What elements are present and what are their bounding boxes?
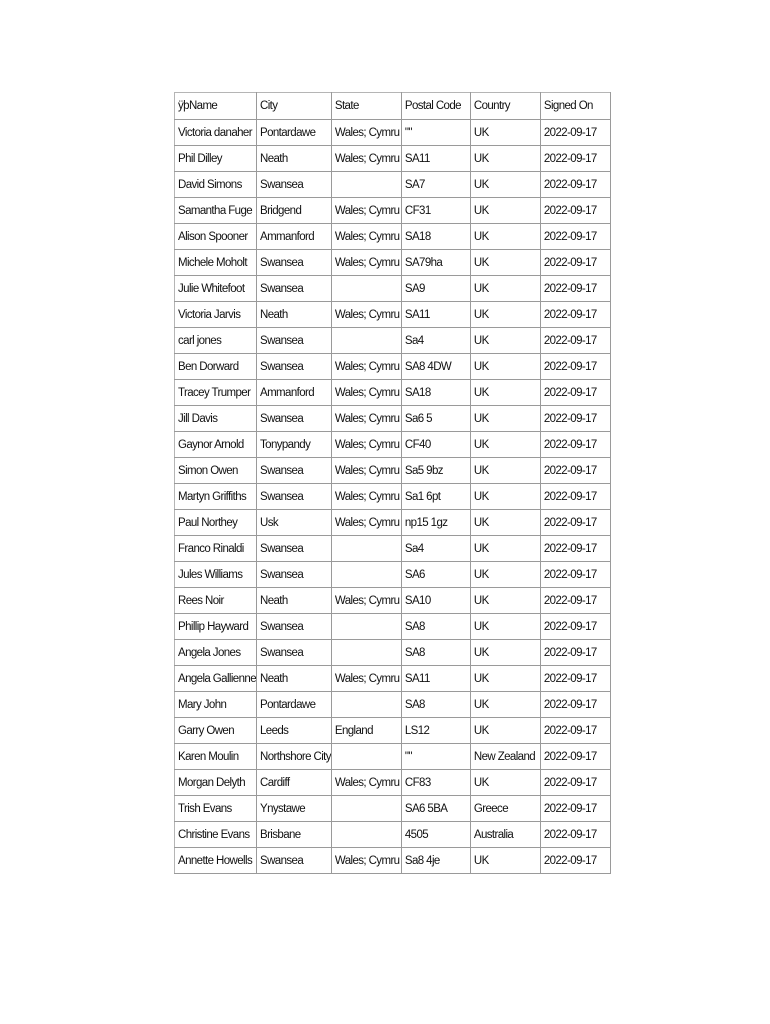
city-cell: Swansea — [257, 406, 332, 432]
state-cell — [331, 744, 401, 770]
name-cell: Martyn Griffiths — [175, 484, 257, 510]
country-cell: UK — [470, 536, 540, 562]
postal-code-cell: SA6 5BA — [401, 796, 470, 822]
signed-on-cell: 2022-09-17 — [540, 432, 610, 458]
city-cell: Pontardawe — [257, 692, 332, 718]
name-cell: carl jones — [175, 328, 257, 354]
postal-code-cell: SA11 — [401, 302, 470, 328]
postal-code-cell: SA8 — [401, 640, 470, 666]
table-row — [175, 588, 611, 614]
postal-code-cell: SA9 — [401, 276, 470, 302]
city-cell: Swansea — [257, 354, 332, 380]
name-cell: Angela Gallienne — [175, 666, 257, 692]
signed-on-cell: 2022-09-17 — [540, 484, 610, 510]
name-cell: Victoria danaher — [175, 120, 257, 146]
state-cell: Wales; Cymru — [331, 354, 401, 380]
country-cell: UK — [470, 848, 540, 874]
country-cell: UK — [470, 198, 540, 224]
country-cell: UK — [470, 510, 540, 536]
city-cell: Neath — [257, 302, 332, 328]
name-cell: Jill Davis — [175, 406, 257, 432]
table-row — [175, 380, 611, 406]
signed-on-cell: 2022-09-17 — [540, 198, 610, 224]
table-row — [175, 536, 611, 562]
country-cell: UK — [470, 380, 540, 406]
table-row — [175, 562, 611, 588]
name-cell: Phil Dilley — [175, 146, 257, 172]
state-cell: Wales; Cymru — [331, 770, 401, 796]
country-cell: UK — [470, 666, 540, 692]
signed-on-cell: 2022-09-17 — [540, 822, 610, 848]
city-cell: Neath — [257, 588, 332, 614]
city-cell: Swansea — [257, 614, 332, 640]
state-cell: England — [331, 718, 401, 744]
table-row — [175, 484, 611, 510]
table-row — [175, 458, 611, 484]
name-cell: Annette Howells — [175, 848, 257, 874]
state-cell — [331, 822, 401, 848]
city-cell: Neath — [257, 666, 332, 692]
table-row — [175, 666, 611, 692]
name-cell: Simon Owen — [175, 458, 257, 484]
city-cell: Neath — [257, 146, 332, 172]
table-row — [175, 120, 611, 146]
state-cell: Wales; Cymru — [331, 198, 401, 224]
city-cell: Ammanford — [257, 380, 332, 406]
signed-on-cell: 2022-09-17 — [540, 666, 610, 692]
state-cell: Wales; Cymru — [331, 250, 401, 276]
header-signed-on: Signed On — [540, 93, 610, 120]
state-cell: Wales; Cymru — [331, 302, 401, 328]
table-body — [175, 93, 611, 874]
country-cell: UK — [470, 718, 540, 744]
signed-on-cell: 2022-09-17 — [540, 354, 610, 380]
city-cell: Bridgend — [257, 198, 332, 224]
table-row — [175, 354, 611, 380]
table-row — [175, 328, 611, 354]
postal-code-cell: Sa5 9bz — [401, 458, 470, 484]
header-name: ÿþName — [175, 93, 257, 120]
postal-code-cell: SA7 — [401, 172, 470, 198]
state-cell: Wales; Cymru — [331, 432, 401, 458]
state-cell: Wales; Cymru — [331, 848, 401, 874]
name-cell: Karen Moulin — [175, 744, 257, 770]
table-row — [175, 614, 611, 640]
state-cell — [331, 536, 401, 562]
country-cell: UK — [470, 224, 540, 250]
signed-on-cell: 2022-09-17 — [540, 302, 610, 328]
table-row — [175, 640, 611, 666]
table-row — [175, 796, 611, 822]
table-row — [175, 276, 611, 302]
signed-on-cell: 2022-09-17 — [540, 744, 610, 770]
postal-code-cell: 4505 — [401, 822, 470, 848]
name-cell: Michele Moholt — [175, 250, 257, 276]
country-cell: UK — [470, 120, 540, 146]
city-cell: Ammanford — [257, 224, 332, 250]
table-row — [175, 302, 611, 328]
country-cell: UK — [470, 276, 540, 302]
postal-code-cell: Sa8 4je — [401, 848, 470, 874]
state-cell — [331, 614, 401, 640]
country-cell: UK — [470, 172, 540, 198]
header-postal-code: Postal Code — [401, 93, 470, 120]
signed-on-cell: 2022-09-17 — [540, 536, 610, 562]
postal-code-cell: SA6 — [401, 562, 470, 588]
table-row — [175, 224, 611, 250]
country-cell: UK — [470, 458, 540, 484]
state-cell — [331, 692, 401, 718]
city-cell: Swansea — [257, 848, 332, 874]
name-cell: Alison Spooner — [175, 224, 257, 250]
country-cell: Australia — [470, 822, 540, 848]
country-cell: UK — [470, 302, 540, 328]
state-cell — [331, 796, 401, 822]
signed-on-cell: 2022-09-17 — [540, 250, 610, 276]
country-cell: UK — [470, 146, 540, 172]
name-cell: Paul Northey — [175, 510, 257, 536]
country-cell: UK — [470, 692, 540, 718]
country-cell: UK — [470, 484, 540, 510]
name-cell: Angela Jones — [175, 640, 257, 666]
state-cell: Wales; Cymru — [331, 588, 401, 614]
country-cell: UK — [470, 640, 540, 666]
state-cell: Wales; Cymru — [331, 406, 401, 432]
city-cell: Swansea — [257, 276, 332, 302]
signed-on-cell: 2022-09-17 — [540, 146, 610, 172]
postal-code-cell: SA79ha — [401, 250, 470, 276]
signed-on-cell: 2022-09-17 — [540, 588, 610, 614]
city-cell: Swansea — [257, 640, 332, 666]
postal-code-cell: SA18 — [401, 380, 470, 406]
postal-code-cell: SA10 — [401, 588, 470, 614]
postal-code-cell: SA8 — [401, 692, 470, 718]
postal-code-cell: SA8 4DW — [401, 354, 470, 380]
postal-code-cell: CF83 — [401, 770, 470, 796]
table-row — [175, 172, 611, 198]
name-cell: Phillip Hayward — [175, 614, 257, 640]
table-row — [175, 406, 611, 432]
header-state: State — [331, 93, 401, 120]
state-cell — [331, 562, 401, 588]
country-cell: Greece — [470, 796, 540, 822]
signed-on-cell: 2022-09-17 — [540, 406, 610, 432]
table-row — [175, 744, 611, 770]
postal-code-cell: Sa1 6pt — [401, 484, 470, 510]
postal-code-cell: SA8 — [401, 614, 470, 640]
city-cell: Pontardawe — [257, 120, 332, 146]
postal-code-cell: SA18 — [401, 224, 470, 250]
city-cell: Leeds — [257, 718, 332, 744]
signed-on-cell: 2022-09-17 — [540, 120, 610, 146]
city-cell: Swansea — [257, 536, 332, 562]
country-cell: New Zealand — [470, 744, 540, 770]
signed-on-cell: 2022-09-17 — [540, 848, 610, 874]
signed-on-cell: 2022-09-17 — [540, 718, 610, 744]
country-cell: UK — [470, 562, 540, 588]
postal-code-cell: Sa4 — [401, 328, 470, 354]
signed-on-cell: 2022-09-17 — [540, 614, 610, 640]
name-cell: Julie Whitefoot — [175, 276, 257, 302]
signed-on-cell: 2022-09-17 — [540, 458, 610, 484]
postal-code-cell: SA11 — [401, 146, 470, 172]
postal-code-cell: Sa4 — [401, 536, 470, 562]
state-cell — [331, 276, 401, 302]
table-row — [175, 770, 611, 796]
country-cell: UK — [470, 250, 540, 276]
signed-on-cell: 2022-09-17 — [540, 172, 610, 198]
name-cell: Trish Evans — [175, 796, 257, 822]
country-cell: UK — [470, 614, 540, 640]
header-city: City — [257, 93, 332, 120]
state-cell: Wales; Cymru — [331, 380, 401, 406]
state-cell: Wales; Cymru — [331, 146, 401, 172]
table-row — [175, 510, 611, 536]
country-cell: UK — [470, 770, 540, 796]
postal-code-cell: Sa6 5 — [401, 406, 470, 432]
state-cell: Wales; Cymru — [331, 458, 401, 484]
table-row — [175, 198, 611, 224]
city-cell: Swansea — [257, 458, 332, 484]
state-cell: Wales; Cymru — [331, 510, 401, 536]
postal-code-cell: "" — [401, 744, 470, 770]
table-row — [175, 822, 611, 848]
city-cell: Swansea — [257, 484, 332, 510]
state-cell: Wales; Cymru — [331, 484, 401, 510]
state-cell — [331, 640, 401, 666]
signed-on-cell: 2022-09-17 — [540, 380, 610, 406]
signed-on-cell: 2022-09-17 — [540, 796, 610, 822]
name-cell: Christine Evans — [175, 822, 257, 848]
city-cell: Northshore City — [257, 744, 332, 770]
name-cell: Morgan Delyth — [175, 770, 257, 796]
postal-code-cell: CF31 — [401, 198, 470, 224]
header-row — [175, 93, 611, 120]
name-cell: Samantha Fuge — [175, 198, 257, 224]
city-cell: Swansea — [257, 250, 332, 276]
city-cell: Usk — [257, 510, 332, 536]
state-cell: Wales; Cymru — [331, 224, 401, 250]
signed-on-cell: 2022-09-17 — [540, 276, 610, 302]
name-cell: Franco Rinaldi — [175, 536, 257, 562]
name-cell: Mary John — [175, 692, 257, 718]
city-cell: Swansea — [257, 328, 332, 354]
name-cell: Jules Williams — [175, 562, 257, 588]
table-row — [175, 250, 611, 276]
state-cell: Wales; Cymru — [331, 666, 401, 692]
name-cell: Rees Noir — [175, 588, 257, 614]
postal-code-cell: CF40 — [401, 432, 470, 458]
table-row — [175, 432, 611, 458]
signed-on-cell: 2022-09-17 — [540, 562, 610, 588]
city-cell: Brisbane — [257, 822, 332, 848]
name-cell: Victoria Jarvis — [175, 302, 257, 328]
header-country: Country — [470, 93, 540, 120]
signed-on-cell: 2022-09-17 — [540, 510, 610, 536]
signed-on-cell: 2022-09-17 — [540, 640, 610, 666]
table-row — [175, 848, 611, 874]
country-cell: UK — [470, 432, 540, 458]
name-cell: David Simons — [175, 172, 257, 198]
table-row — [175, 692, 611, 718]
country-cell: UK — [470, 354, 540, 380]
state-cell — [331, 328, 401, 354]
city-cell: Ynystawe — [257, 796, 332, 822]
country-cell: UK — [470, 588, 540, 614]
table-row — [175, 146, 611, 172]
postal-code-cell: LS12 — [401, 718, 470, 744]
city-cell: Swansea — [257, 172, 332, 198]
country-cell: UK — [470, 406, 540, 432]
postal-code-cell: np15 1gz — [401, 510, 470, 536]
country-cell: UK — [470, 328, 540, 354]
signatures-table — [174, 92, 611, 874]
name-cell: Garry Owen — [175, 718, 257, 744]
city-cell: Swansea — [257, 562, 332, 588]
table-row — [175, 718, 611, 744]
name-cell: Tracey Trumper — [175, 380, 257, 406]
name-cell: Ben Dorward — [175, 354, 257, 380]
postal-code-cell: "" — [401, 120, 470, 146]
signed-on-cell: 2022-09-17 — [540, 328, 610, 354]
name-cell: Gaynor Arnold — [175, 432, 257, 458]
city-cell: Cardiff — [257, 770, 332, 796]
signed-on-cell: 2022-09-17 — [540, 770, 610, 796]
state-cell: Wales; Cymru — [331, 120, 401, 146]
signed-on-cell: 2022-09-17 — [540, 692, 610, 718]
state-cell — [331, 172, 401, 198]
city-cell: Tonypandy — [257, 432, 332, 458]
signed-on-cell: 2022-09-17 — [540, 224, 610, 250]
postal-code-cell: SA11 — [401, 666, 470, 692]
